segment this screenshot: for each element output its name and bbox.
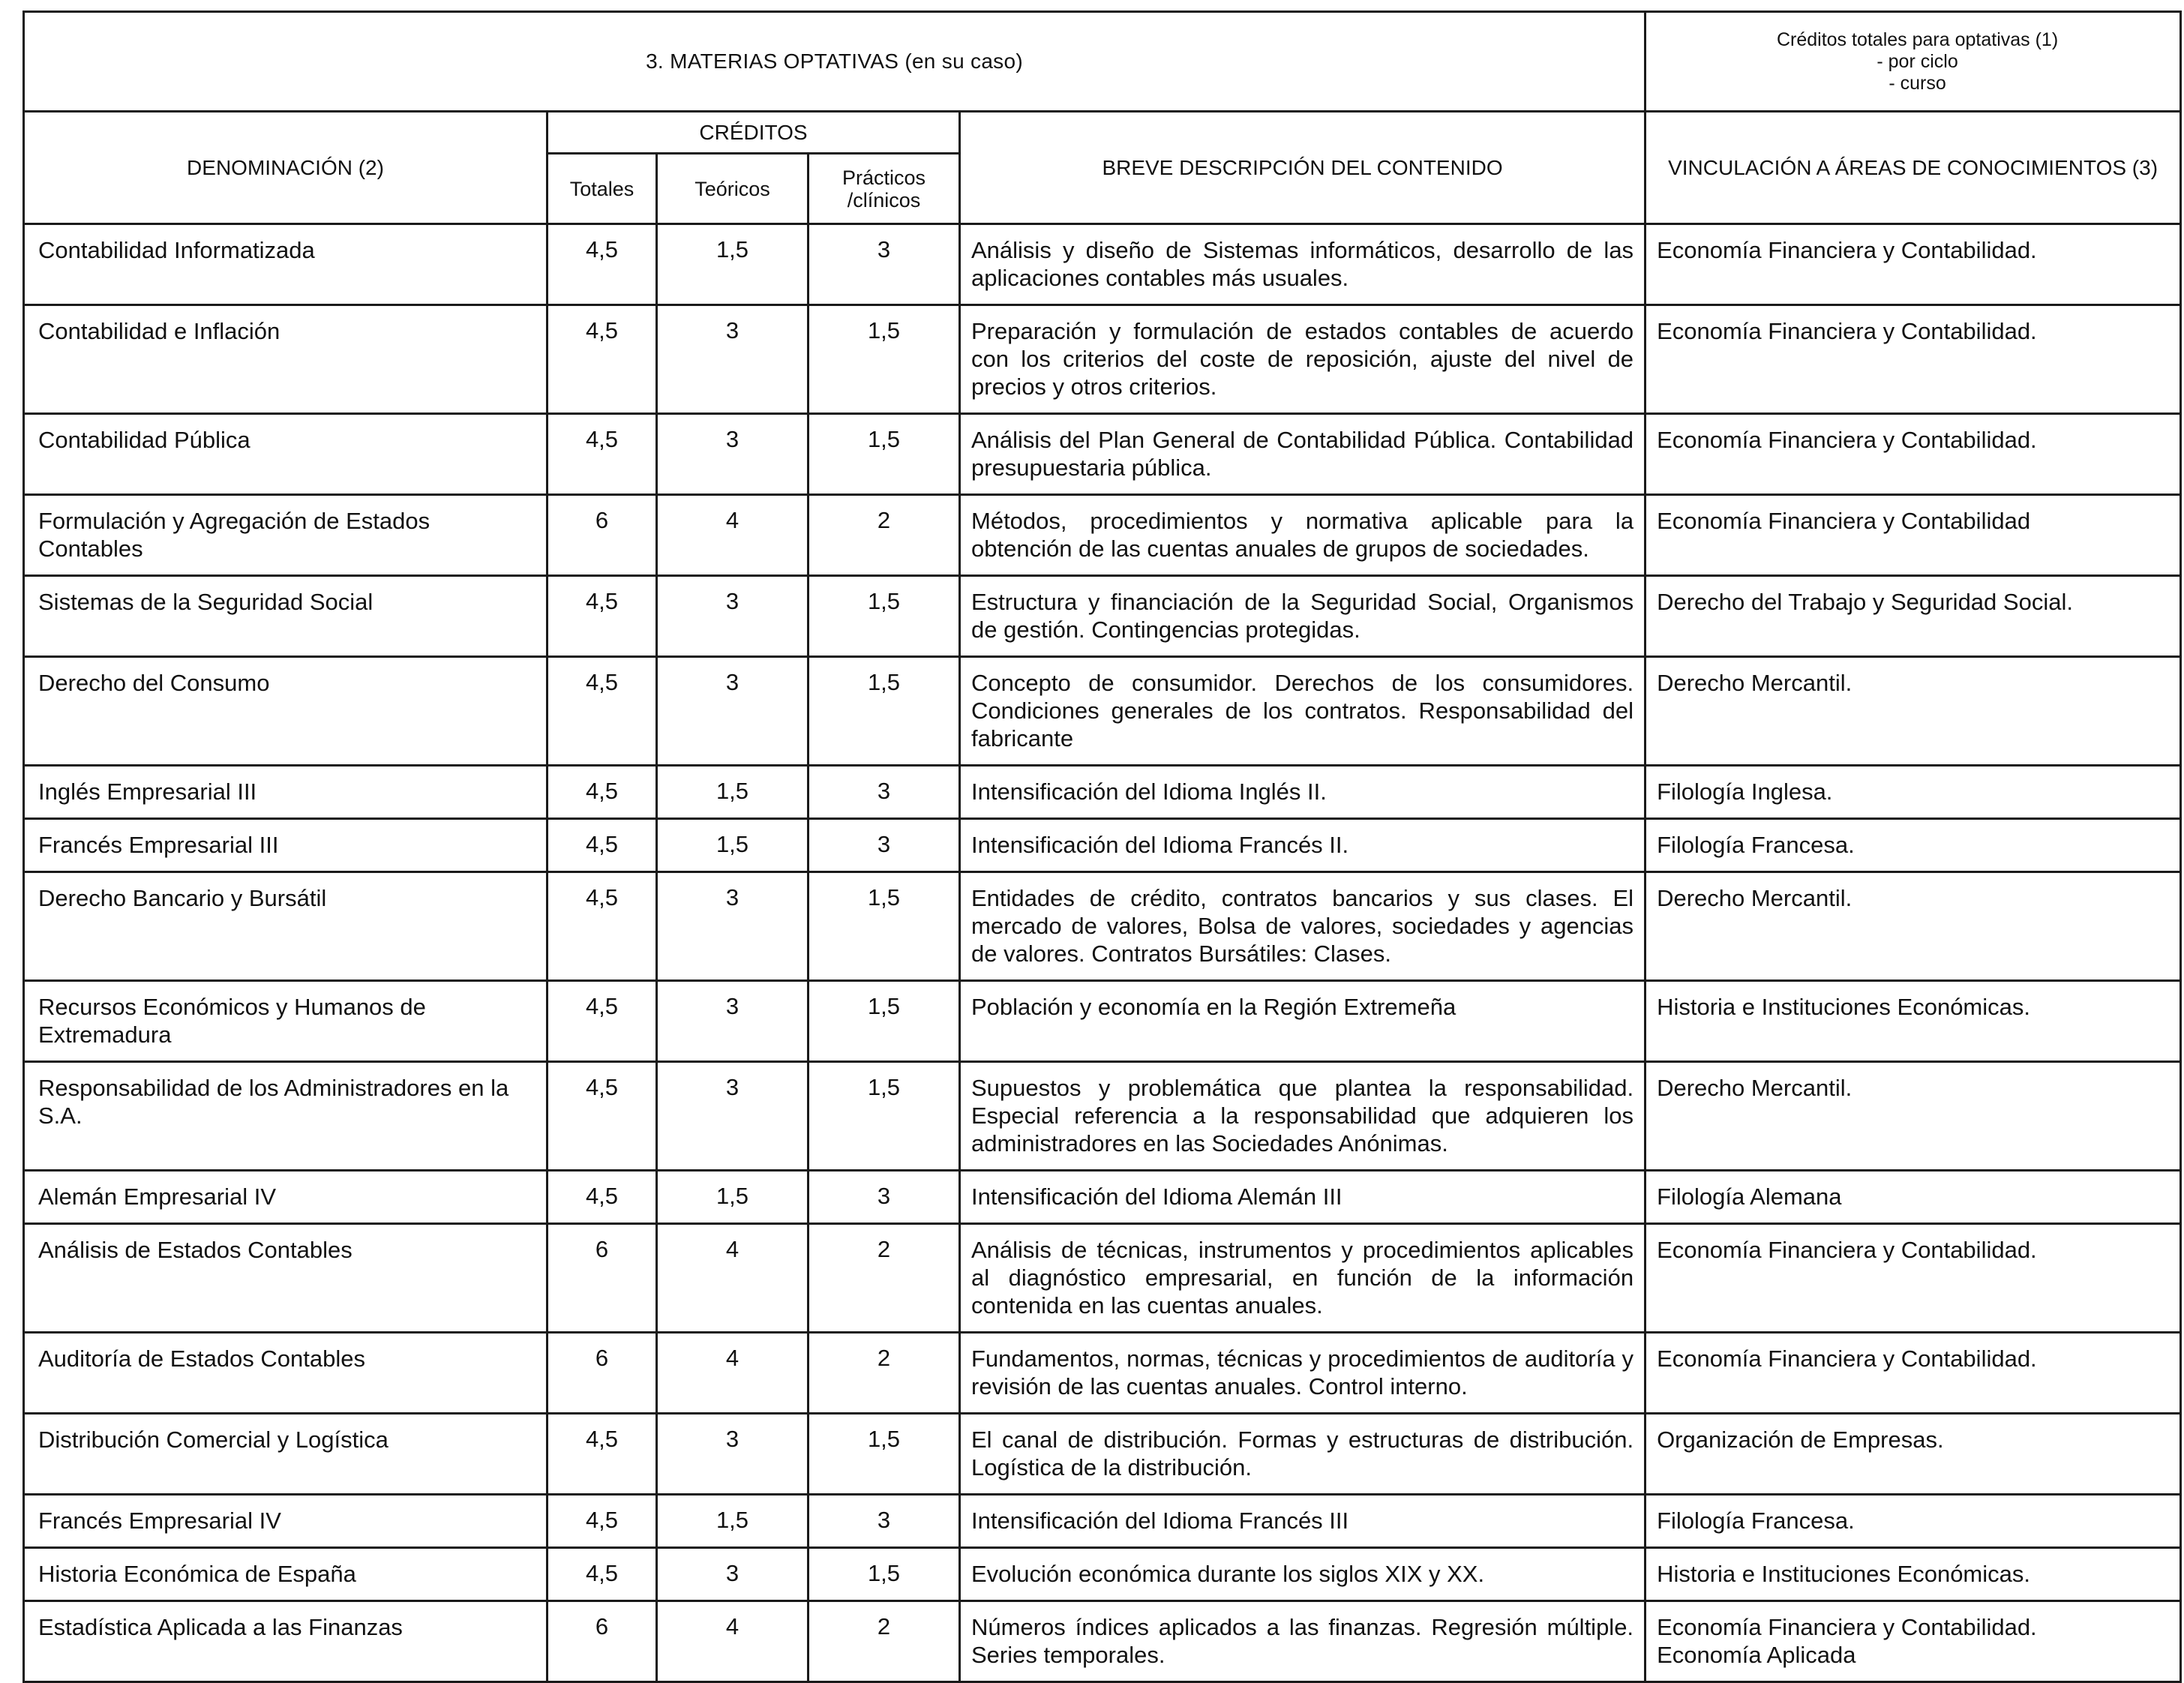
- table-row: [24, 1062, 2181, 1171]
- credits-totales: 4,5: [548, 1414, 657, 1495]
- optional-subjects-document: [22, 10, 2180, 1683]
- subject-description: Supuestos y problemática que plantea la responsabilidad. Especial referencia a la responsabilidad que adquieren los administradores en las Sociedades Anónimas.: [960, 1062, 1646, 1171]
- subject-description: Evolución económica durante los siglos XIX y XX.: [960, 1548, 1646, 1601]
- knowledge-area: [1646, 1414, 2181, 1495]
- credits-practicos: 2: [808, 495, 960, 576]
- subject-description: Métodos, procedimientos y normativa aplicable para la obtención de las cuentas anuales de grupos de sociedades.: [960, 495, 1646, 576]
- subject-name: Contabilidad Pública: [24, 414, 548, 495]
- credits-practicos: 3: [808, 819, 960, 872]
- subject-description: Preparación y formulación de estados contables de acuerdo con los criterios del coste de reposición, ajuste del nivel de precios y otros criterios.: [960, 305, 1646, 414]
- subject-name: Francés Empresarial IV: [24, 1495, 548, 1548]
- table-row: [24, 766, 2181, 819]
- credits-teoricos: 3: [657, 1414, 808, 1495]
- credits-teoricos: 1,5: [657, 224, 808, 305]
- subject-description: Población y economía en la Región Extremeña: [960, 981, 1646, 1062]
- knowledge-area: [1646, 1333, 2181, 1414]
- subject-name: Responsabilidad de los Administradores en la S.A.: [24, 1062, 548, 1171]
- table-row: [24, 1548, 2181, 1601]
- subject-description: Entidades de crédito, contratos bancarios y sus clases. El mercado de valores, Bolsa de valores, sociedades y agencias de valores. Contratos Bursátiles: Clases.: [960, 872, 1646, 981]
- subject-description: Fundamentos, normas, técnicas y procedimientos de auditoría y revisión de las cuentas anuales. Control interno.: [960, 1333, 1646, 1414]
- knowledge-area-name: Historia e Instituciones Económicas.: [1657, 994, 2030, 1020]
- credits-teoricos: 1,5: [657, 1171, 808, 1224]
- credits-practicos: 1,5: [808, 305, 960, 414]
- knowledge-area: [1646, 414, 2181, 495]
- credits-practicos: 1,5: [808, 576, 960, 657]
- subject-description: Análisis del Plan General de Contabilidad Pública. Contabilidad presupuestaria pública.: [960, 414, 1646, 495]
- credits-teoricos: 1,5: [657, 819, 808, 872]
- credits-practicos: 1,5: [808, 1414, 960, 1495]
- subject-name: Contabilidad Informatizada: [24, 224, 548, 305]
- knowledge-area: [1646, 305, 2181, 414]
- table-row: [24, 576, 2181, 657]
- knowledge-area-name: Filología Alemana: [1657, 1184, 1842, 1210]
- column-practicos: [808, 154, 960, 224]
- credits-totales: 4,5: [548, 1548, 657, 1601]
- credits-totales: 4,5: [548, 1171, 657, 1224]
- subject-name: Estadística Aplicada a las Finanzas: [24, 1601, 548, 1682]
- subject-name: Contabilidad e Inflación: [24, 305, 548, 414]
- subject-name: Historia Económica de España: [24, 1548, 548, 1601]
- subject-name: Recursos Económicos y Humanos de Extremadura: [24, 981, 548, 1062]
- table-row: [24, 872, 2181, 981]
- table-row: [24, 1171, 2181, 1224]
- subject-description: Concepto de consumidor. Derechos de los consumidores. Condiciones generales de los contratos. Responsabilidad del fabricante: [960, 657, 1646, 766]
- title-row: [24, 12, 2181, 112]
- credits-teoricos: 3: [657, 576, 808, 657]
- table-row: [24, 1414, 2181, 1495]
- credits-totals-title: Créditos totales para optativas (1): [1776, 29, 2059, 50]
- knowledge-area-name: Historia e Instituciones Económicas.: [1657, 1561, 2030, 1587]
- credits-totales: 4,5: [548, 872, 657, 981]
- knowledge-area-name: Derecho del Trabajo y Seguridad Social.: [1657, 589, 2073, 615]
- table-row: [24, 305, 2181, 414]
- subject-description: Análisis y diseño de Sistemas informáticos, desarrollo de las aplicaciones contables más usuales.: [960, 224, 1646, 305]
- subject-name: Distribución Comercial y Logística: [24, 1414, 548, 1495]
- credits-practicos: 1,5: [808, 414, 960, 495]
- credits-teoricos: 4: [657, 1601, 808, 1682]
- credits-totales: 6: [548, 1601, 657, 1682]
- subject-name: Análisis de Estados Contables: [24, 1224, 548, 1333]
- credits-totales: 4,5: [548, 657, 657, 766]
- knowledge-area-name: Organización de Empresas.: [1657, 1426, 1944, 1453]
- credits-teoricos: 3: [657, 414, 808, 495]
- knowledge-area-name: Filología Francesa.: [1657, 832, 1855, 858]
- subject-name: Formulación y Agregación de Estados Contables: [24, 495, 548, 576]
- credits-per-course: - curso: [1888, 73, 1946, 94]
- column-header-row: [24, 112, 2181, 154]
- subject-description: Números índices aplicados a las finanzas. Regresión múltiple. Series temporales.: [960, 1601, 1646, 1682]
- credits-totales: 4,5: [548, 305, 657, 414]
- knowledge-area: [1646, 1171, 2181, 1224]
- credits-totales: 4,5: [548, 1062, 657, 1171]
- knowledge-area-name: Economía Financiera y Contabilidad.: [1657, 318, 2037, 344]
- credits-practicos: 1,5: [808, 872, 960, 981]
- subject-description: Intensificación del Idioma Francés III: [960, 1495, 1646, 1548]
- knowledge-area-name: Economía Financiera y Contabilidad.: [1657, 1346, 2037, 1372]
- credits-teoricos: 4: [657, 1333, 808, 1414]
- credits-per-cycle: - por ciclo: [1876, 51, 1958, 72]
- credits-practicos: 3: [808, 1171, 960, 1224]
- knowledge-area: [1646, 1548, 2181, 1601]
- subject-description: Estructura y financiación de la Seguridad Social, Organismos de gestión. Contingencias protegidas.: [960, 576, 1646, 657]
- knowledge-area: [1646, 766, 2181, 819]
- subject-rows: [24, 224, 2181, 1682]
- knowledge-area: [1646, 872, 2181, 981]
- column-vinculacion: VINCULACIÓN A ÁREAS DE CONOCIMIENTOS (3): [1646, 112, 2181, 224]
- column-practicos-line1: Prácticos: [842, 166, 926, 189]
- knowledge-area: [1646, 1601, 2181, 1682]
- knowledge-area-name: Economía Financiera y Contabilidad: [1657, 508, 2031, 534]
- column-creditos: CRÉDITOS: [548, 112, 960, 154]
- subject-name: Sistemas de la Seguridad Social: [24, 576, 548, 657]
- knowledge-area-name-secondary: Economía Aplicada: [1657, 1642, 1856, 1668]
- knowledge-area: [1646, 819, 2181, 872]
- knowledge-area: [1646, 1224, 2181, 1333]
- table-row: [24, 981, 2181, 1062]
- table-row: [24, 1333, 2181, 1414]
- table-row: [24, 819, 2181, 872]
- subject-name: Francés Empresarial III: [24, 819, 548, 872]
- table-row: [24, 414, 2181, 495]
- credits-totales: 4,5: [548, 766, 657, 819]
- credits-totales: 4,5: [548, 414, 657, 495]
- credits-totales: 6: [548, 1333, 657, 1414]
- credits-totales: 4,5: [548, 224, 657, 305]
- knowledge-area-name: Economía Financiera y Contabilidad.: [1657, 427, 2037, 453]
- table-row: [24, 1601, 2181, 1682]
- credits-teoricos: 3: [657, 1062, 808, 1171]
- subject-description: Análisis de técnicas, instrumentos y procedimientos aplicables al diagnóstico empresarial, en función de la información contenida en las cuentas anuales.: [960, 1224, 1646, 1333]
- credits-teoricos: 4: [657, 495, 808, 576]
- table-row: [24, 1495, 2181, 1548]
- credits-totales: 4,5: [548, 819, 657, 872]
- knowledge-area: [1646, 576, 2181, 657]
- credits-practicos: 3: [808, 766, 960, 819]
- knowledge-area: [1646, 1062, 2181, 1171]
- subject-name: Derecho del Consumo: [24, 657, 548, 766]
- knowledge-area-name: Derecho Mercantil.: [1657, 885, 1852, 911]
- credits-totales: 6: [548, 495, 657, 576]
- credits-practicos: 2: [808, 1224, 960, 1333]
- knowledge-area-name: Economía Financiera y Contabilidad.: [1657, 1237, 2037, 1263]
- credits-practicos: 3: [808, 1495, 960, 1548]
- subject-description: Intensificación del Idioma Francés II.: [960, 819, 1646, 872]
- credits-practicos: 1,5: [808, 657, 960, 766]
- table-row: [24, 495, 2181, 576]
- section-title: 3. MATERIAS OPTATIVAS (en su caso): [24, 12, 1646, 112]
- credits-practicos: 2: [808, 1333, 960, 1414]
- subject-description: El canal de distribución. Formas y estructuras de distribución. Logística de la distribución.: [960, 1414, 1646, 1495]
- table-row: [24, 657, 2181, 766]
- knowledge-area-name: Derecho Mercantil.: [1657, 670, 1852, 696]
- credits-teoricos: 1,5: [657, 766, 808, 819]
- knowledge-area-name: Economía Financiera y Contabilidad.: [1657, 1614, 2037, 1640]
- knowledge-area: [1646, 1495, 2181, 1548]
- subject-name: Inglés Empresarial III: [24, 766, 548, 819]
- knowledge-area-name: Economía Financiera y Contabilidad.: [1657, 237, 2037, 263]
- table-row: [24, 1224, 2181, 1333]
- credits-totals-cell: [1646, 12, 2181, 112]
- subject-name: Derecho Bancario y Bursátil: [24, 872, 548, 981]
- subject-name: Auditoría de Estados Contables: [24, 1333, 548, 1414]
- credits-practicos: 2: [808, 1601, 960, 1682]
- column-teoricos: Teóricos: [657, 154, 808, 224]
- knowledge-area: [1646, 495, 2181, 576]
- credits-teoricos: 3: [657, 305, 808, 414]
- subject-name: Alemán Empresarial IV: [24, 1171, 548, 1224]
- table-row: [24, 224, 2181, 305]
- column-practicos-line2: /clínicos: [847, 188, 921, 212]
- column-totales: Totales: [548, 154, 657, 224]
- credits-practicos: 1,5: [808, 1548, 960, 1601]
- credits-teoricos: 1,5: [657, 1495, 808, 1548]
- credits-teoricos: 3: [657, 981, 808, 1062]
- knowledge-area: [1646, 981, 2181, 1062]
- credits-totales: 4,5: [548, 1495, 657, 1548]
- credits-practicos: 1,5: [808, 981, 960, 1062]
- credits-teoricos: 4: [657, 1224, 808, 1333]
- subject-description: Intensificación del Idioma Alemán III: [960, 1171, 1646, 1224]
- knowledge-area-name: Derecho Mercantil.: [1657, 1075, 1852, 1101]
- knowledge-area: [1646, 224, 2181, 305]
- credits-totales: 4,5: [548, 981, 657, 1062]
- credits-practicos: 3: [808, 224, 960, 305]
- optional-subjects-table: [22, 10, 2182, 1683]
- credits-totales: 6: [548, 1224, 657, 1333]
- subject-description: Intensificación del Idioma Inglés II.: [960, 766, 1646, 819]
- column-descripcion: BREVE DESCRIPCIÓN DEL CONTENIDO: [960, 112, 1646, 224]
- credits-teoricos: 3: [657, 872, 808, 981]
- credits-totales: 4,5: [548, 576, 657, 657]
- column-denominacion: DENOMINACIÓN (2): [24, 112, 548, 224]
- credits-practicos: 1,5: [808, 1062, 960, 1171]
- knowledge-area-name: Filología Francesa.: [1657, 1508, 1855, 1534]
- knowledge-area: [1646, 657, 2181, 766]
- credits-teoricos: 3: [657, 1548, 808, 1601]
- knowledge-area-name: Filología Inglesa.: [1657, 778, 1833, 805]
- credits-teoricos: 3: [657, 657, 808, 766]
